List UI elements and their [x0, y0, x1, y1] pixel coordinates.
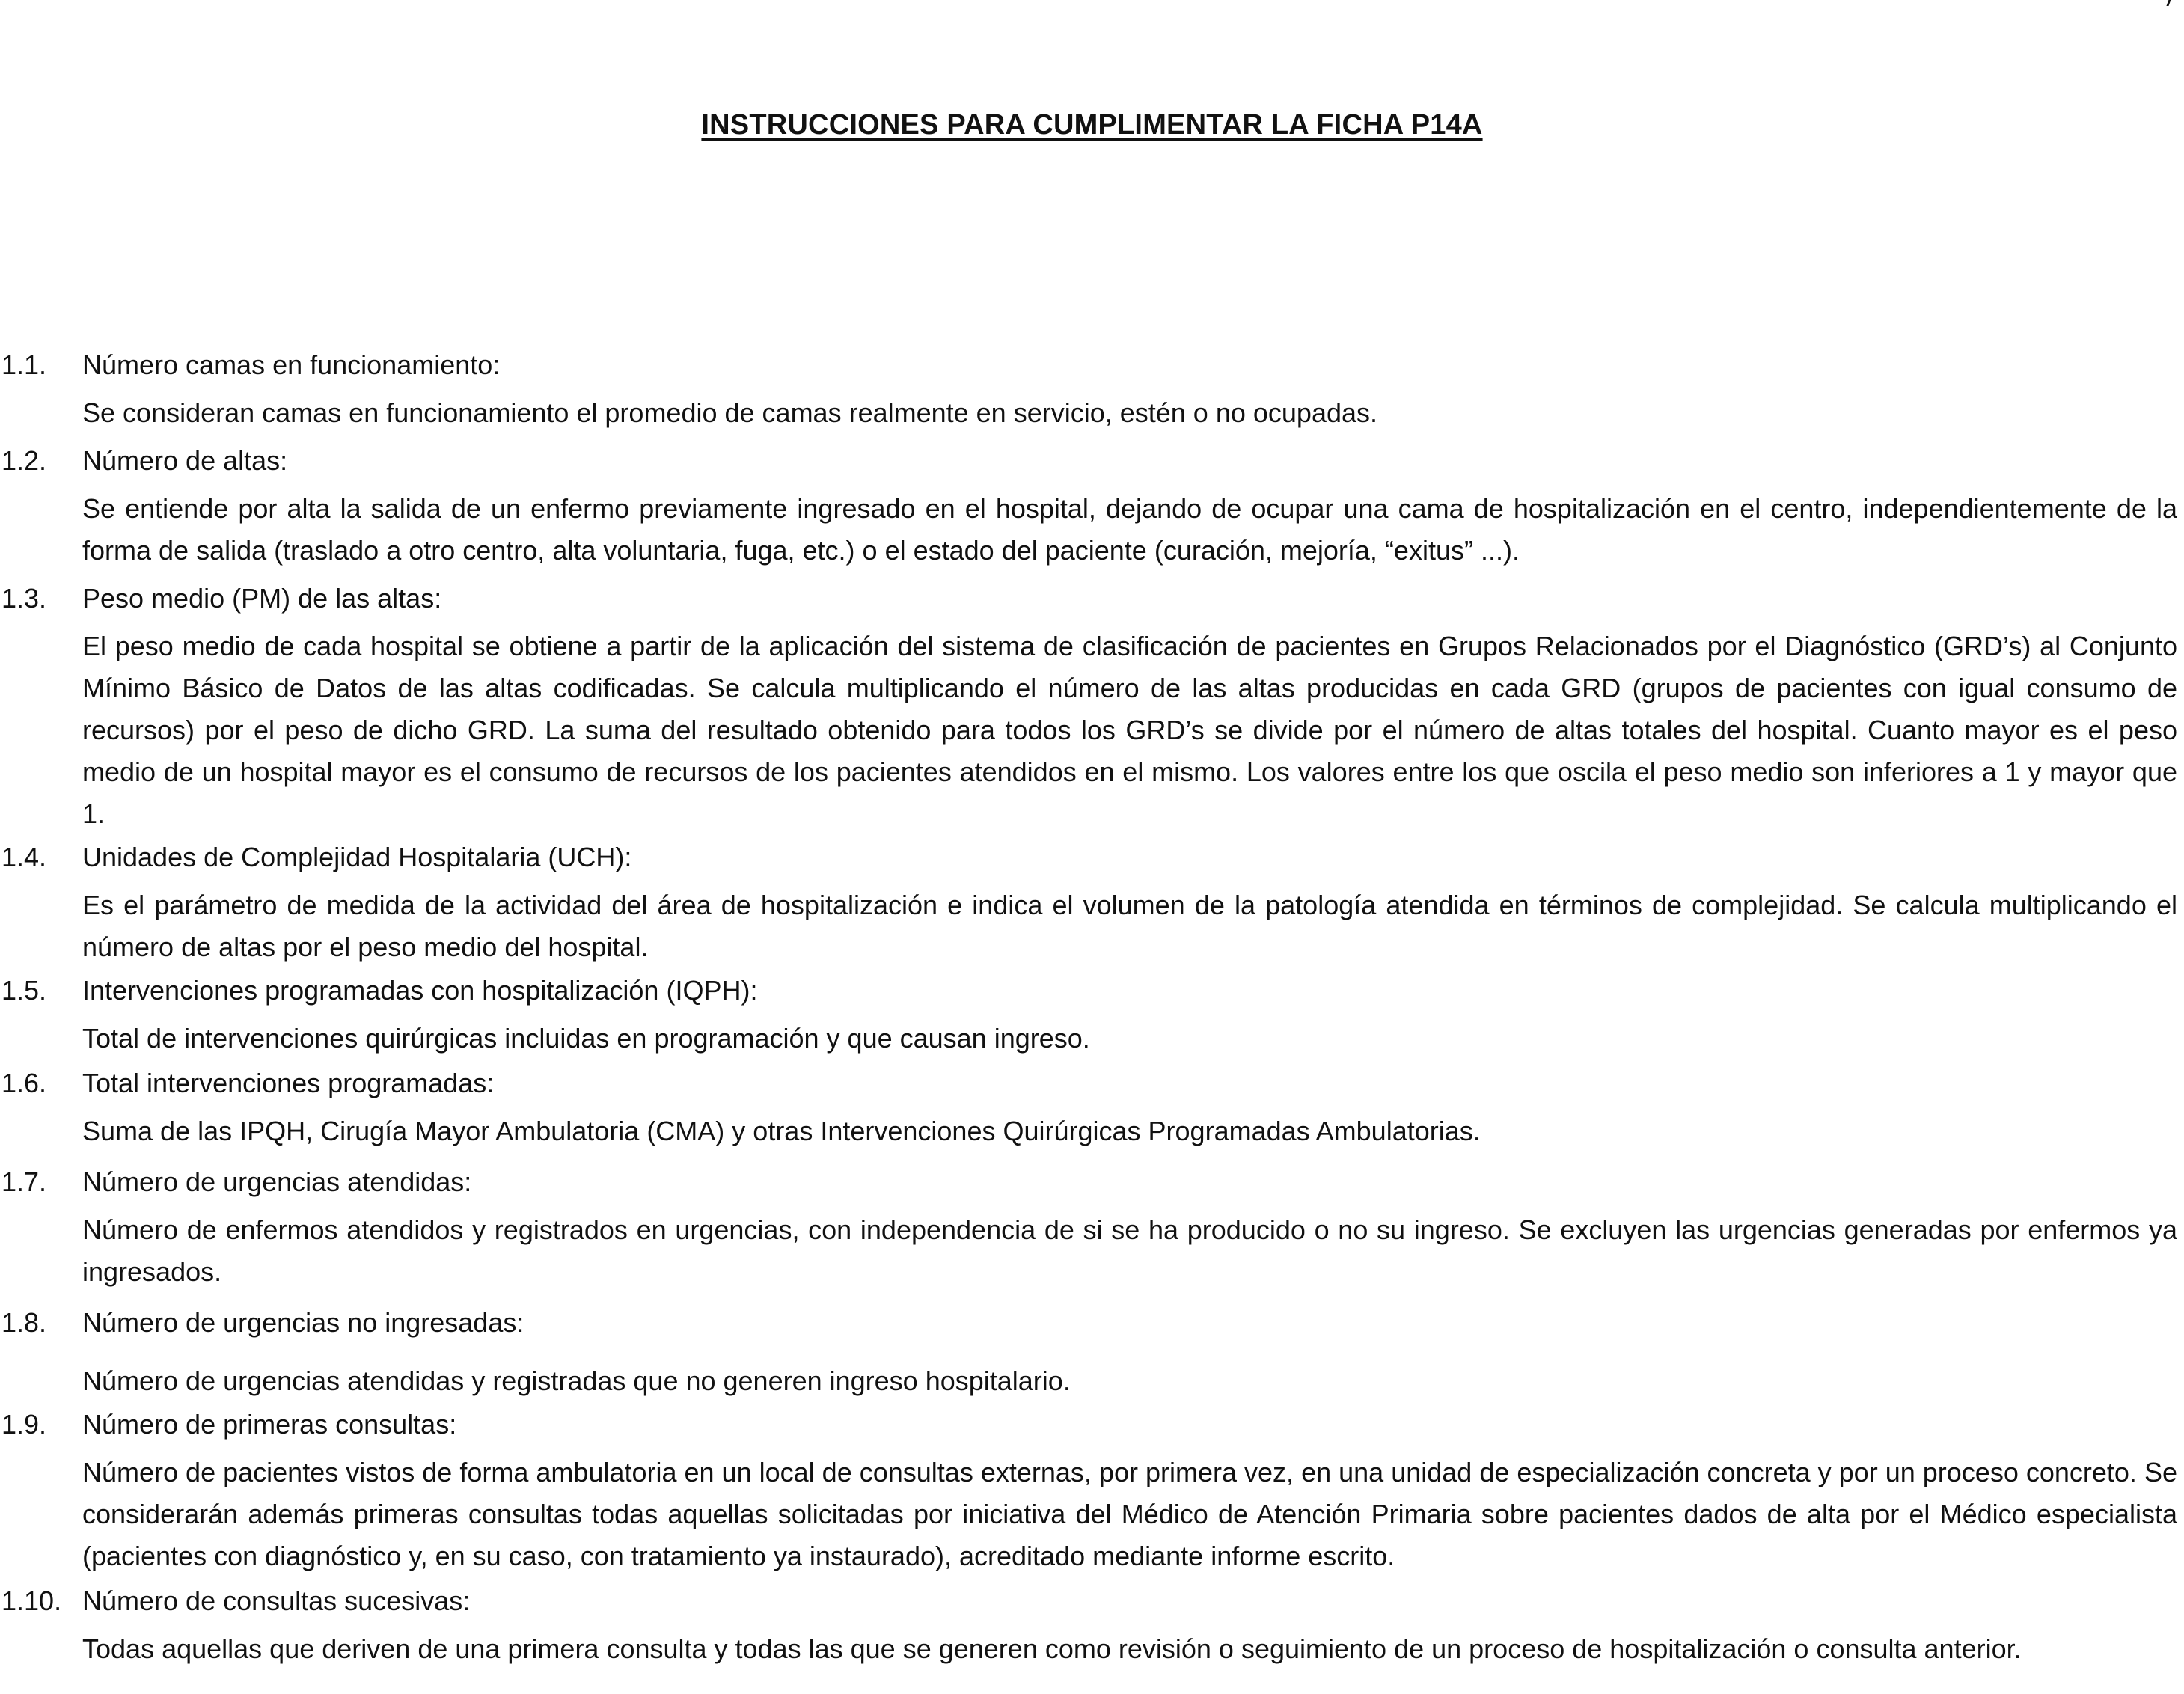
section-header	[0, 346, 2184, 385]
section-number: 1.10.	[1, 1586, 62, 1616]
section-body: Se consideran camas en funcionamiento el promedio de camas realmente en servicio, estén o no ocupadas.	[82, 397, 1378, 428]
section-1-9	[0, 1405, 2184, 1577]
instruction-sections	[0, 346, 2184, 1670]
section-heading: Unidades de Complejidad Hospitalaria (UCH):	[82, 842, 632, 872]
section-1-5	[0, 971, 2184, 1059]
section-header	[0, 1163, 2184, 1202]
section-1-6	[0, 1064, 2184, 1152]
section-body: Es el parámetro de medida de la actividad del área de hospitalización e indica el volumen de la patología atendida en términos de complejidad. Se calcula multiplicando el número de altas por el peso medio del hospital.	[82, 890, 2177, 962]
section-header	[0, 579, 2184, 618]
section-1-8	[0, 1303, 2184, 1402]
section-number: 1.8.	[1, 1307, 47, 1338]
section-body: Número de urgencias atendidas y registradas que no generen ingreso hospitalario.	[82, 1366, 1071, 1396]
section-header	[0, 838, 2184, 877]
section-heading: Número de primeras consultas:	[82, 1409, 457, 1440]
corner-mark	[2166, 0, 2172, 6]
section-header	[0, 971, 2184, 1010]
section-1-1	[0, 346, 2184, 434]
section-number: 1.1.	[1, 349, 47, 380]
section-body: Número de pacientes vistos de forma ambulatoria en un local de consultas externas, por primera vez, en una unidad de especialización concreta y por un proceso concreto. Se considerarán además primeras consultas todas aquellas solicitadas por iniciativa del Médico de Atención Primaria sobre pacientes dados de alta por el Médico especialista (pacientes con diagnóstico y, en su caso, con tratamiento ya instaurado), acreditado mediante informe escrito.	[82, 1457, 2177, 1571]
section-header	[0, 1405, 2184, 1444]
section-1-4	[0, 838, 2184, 968]
section-heading: Número de urgencias atendidas:	[82, 1166, 472, 1197]
section-header	[0, 441, 2184, 480]
section-header	[0, 1582, 2184, 1621]
page-title: INSTRUCCIONES PARA CUMPLIMENTAR LA FICHA P14A	[701, 109, 1483, 141]
section-number: 1.5.	[1, 975, 47, 1006]
section-heading: Intervenciones programadas con hospitalización (IQPH):	[82, 975, 758, 1006]
section-1-2	[0, 441, 2184, 572]
section-heading: Número camas en funcionamiento:	[82, 349, 501, 380]
section-number: 1.6.	[1, 1068, 47, 1098]
section-number: 1.4.	[1, 842, 47, 872]
section-body: El peso medio de cada hospital se obtiene a partir de la aplicación del sistema de clasificación de pacientes en Grupos Relacionados por el Diagnóstico (GRD’s) al Conjunto Mínimo Básico de Datos de las altas codificadas. Se calcula multiplicando el número de las altas producidas en cada GRD (grupos de pacientes con igual consumo de recursos) por el peso de dicho GRD. La suma del resultado obtenido para todos los GRD’s se divide por el número de altas totales del hospital. Cuanto mayor es el peso medio de un hospital mayor es el consumo de recursos de los pacientes atendidos en el mismo. Los valores entre los que oscila el peso medio son inferiores a 1 y mayor que 1.	[82, 631, 2177, 829]
section-number: 1.7.	[1, 1166, 47, 1197]
section-1-3	[0, 579, 2184, 835]
section-header	[0, 1064, 2184, 1103]
section-heading: Peso medio (PM) de las altas:	[82, 583, 442, 614]
section-body: Suma de las IPQH, Cirugía Mayor Ambulatoria (CMA) y otras Intervenciones Quirúrgicas Programadas Ambulatorias.	[82, 1116, 1481, 1146]
section-heading: Número de consultas sucesivas:	[82, 1586, 471, 1616]
section-body: Se entiende por alta la salida de un enfermo previamente ingresado en el hospital, dejando de ocupar una cama de hospitalización en el centro, independientemente de la forma de salida (traslado a otro centro, alta voluntaria, fuga, etc.) o el estado del paciente (curación, mejoría, “exitus” ...).	[82, 493, 2177, 566]
section-heading: Total intervenciones programadas:	[82, 1068, 495, 1098]
section-heading: Número de altas:	[82, 445, 288, 476]
section-body: Total de intervenciones quirúrgicas incluidas en programación y que causan ingreso.	[82, 1023, 1090, 1054]
section-heading: Número de urgencias no ingresadas:	[82, 1307, 524, 1338]
section-body: Número de enfermos atendidos y registrados en urgencias, con independencia de si se ha producido o no su ingreso. Se excluyen las urgencias generadas por enfermos ya ingresados.	[82, 1214, 2177, 1287]
section-number: 1.2.	[1, 445, 47, 476]
section-body: Todas aquellas que deriven de una primera consulta y todas las que se generen como revisión o seguimiento de un proceso de hospitalización o consulta anterior.	[82, 1633, 2022, 1664]
section-1-7	[0, 1163, 2184, 1293]
section-number: 1.3.	[1, 583, 47, 614]
section-1-10	[0, 1582, 2184, 1670]
section-number: 1.9.	[1, 1409, 47, 1440]
section-header	[0, 1303, 2184, 1342]
